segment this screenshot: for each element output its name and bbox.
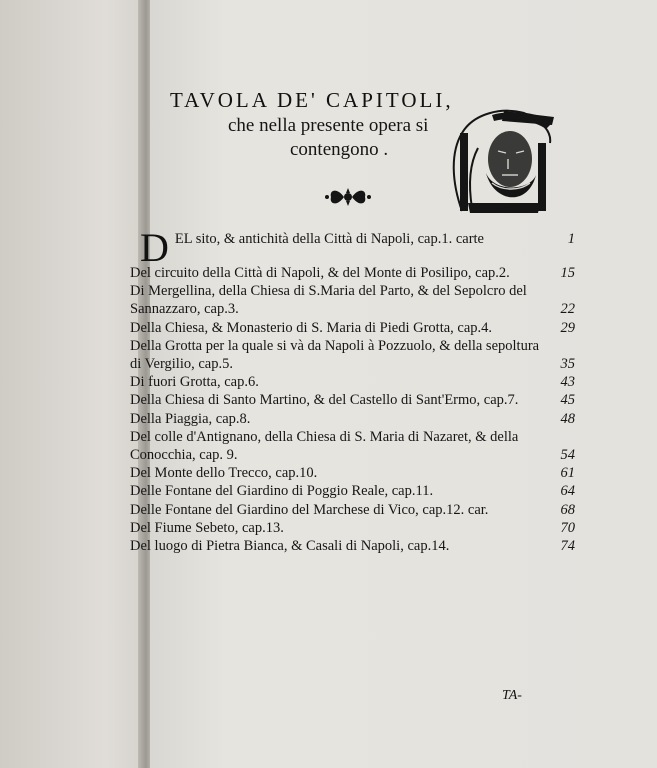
toc-entry-text: Del circuito della Città di Napoli, & del Monte di Posilipo, cap.2. [130,265,510,281]
toc-entry-text: Della Grotta per la quale si và da Napoli à Pozzuolo, & della sepoltura di Vergilio, cap.5. [130,337,540,373]
page-title: TAVOLA DE' CAPITOLI, [170,88,454,112]
toc-entry-text: Della Chiesa di Santo Martino, & del Castello di Sant'Ermo, cap.7. [130,392,519,409]
toc-entry [130,373,575,391]
toc-entry-text: Della Chiesa, & Monasterio di S. Maria di Piedi Grotta, cap.4. [130,319,493,336]
toc-entry-page: 64 [560,483,575,500]
fleuron-icon [323,184,373,210]
toc-entry-page: 43 [560,374,575,391]
toc-entry-text: Delle Fontane del Giardino di Poggio Reale, cap.11. [130,483,434,500]
toc-entry-text: Delle Fontane del Giardino del Marchese di Vico, cap.12. car. [130,501,489,518]
toc-entry-text: Del Monte dello Trecco, cap.10. [130,465,318,482]
toc-entry [130,410,575,428]
toc-entry-text: Di fuori Grotta, cap.6. [130,374,259,391]
toc-entry-text: Della Piaggia, cap.8. [130,410,251,427]
toc-entry [130,501,575,519]
toc-entry [130,464,575,482]
toc-entry-page: 22 [560,301,575,318]
toc-entry [130,225,575,270]
toc-entry-page: 54 [560,447,575,464]
drop-cap: D [140,225,169,270]
toc-entry-text: Del colle d'Antignano, della Chiesa di S. Maria di Nazaret, & della Conocchia, cap. 9. [130,428,519,464]
toc-entry [130,537,575,555]
page-subtitle [228,114,448,162]
table-of-contents [130,225,575,555]
toc-entry [130,337,575,373]
toc-entry [130,264,575,282]
toc-entry [130,282,575,318]
toc-entry-page: 15 [560,265,575,281]
toc-entry-page: 48 [560,410,575,427]
woodcut-portrait-image [442,103,557,215]
subtitle-line-1: che nella presente opera si [228,115,429,136]
toc-entry-text: Di Mergellina, della Chiesa di S.Maria del Parto, & del Sepolcro del Sannazzaro, cap.3. [130,283,527,318]
toc-entry-page: 68 [560,501,575,518]
subtitle-line-2: contengono . [290,139,389,160]
toc-entry [130,319,575,337]
toc-entry [130,428,575,464]
toc-entry-page: 45 [560,392,575,409]
toc-entry-text: EL sito, & antichità della Città di Napoli, cap.1. carte [174,231,484,247]
catchword: TA- [502,688,522,703]
toc-entry [130,391,575,409]
toc-entry-page: 74 [560,538,575,555]
toc-entry-page: 35 [560,356,575,373]
toc-entry [130,519,575,537]
toc-entry [130,482,575,500]
toc-entry-page: 70 [560,519,575,536]
toc-entry-text: Del Fiume Sebeto, cap.13. [130,519,284,536]
toc-entry-text: Del luogo di Pietra Bianca, & Casali di Napoli, cap.14. [130,538,450,555]
toc-entry-page: 29 [560,319,575,336]
left-page [0,0,150,768]
toc-entry-page: 1 [567,231,575,247]
toc-entry-page: 61 [560,465,575,482]
